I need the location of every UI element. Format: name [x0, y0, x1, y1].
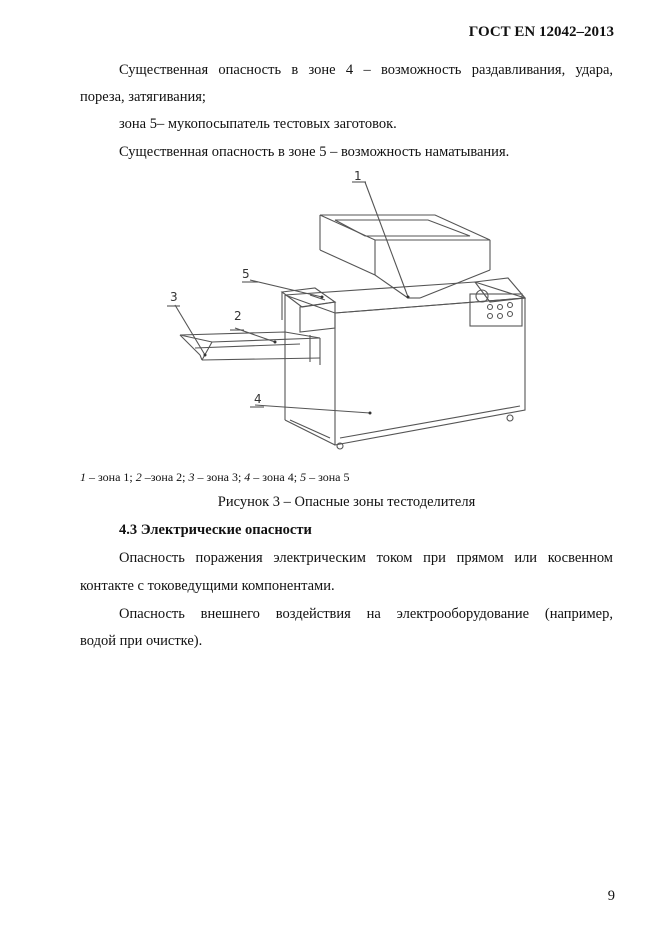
callout-4: 4 [254, 392, 262, 406]
body-front [335, 298, 525, 445]
figure-legend [80, 470, 349, 485]
callout-2: 2 [234, 309, 242, 323]
section-paragraph-1-line2: контакте с токоведущими компонентами. [80, 578, 335, 594]
section-title: 4.3 Электрические опасности [119, 522, 312, 538]
page-number: 9 [607, 888, 615, 904]
paragraph-zone5-hazard: Существенная опасность в зоне 5 – возможность наматывания. [119, 144, 510, 160]
legend-text-5: – зона 5 [306, 470, 350, 484]
section-paragraph-2-line1: Опасность внешнего воздействия на электрооборудование (например, [119, 606, 613, 622]
legend-text-1: – зона 1; [86, 470, 136, 484]
paragraph-zone5: зона 5– мукопосыпатель тестовых заготовок. [119, 116, 397, 132]
legend-num-5: 5 [300, 470, 307, 484]
paragraph-zone4-line2: пореза, затягивания; [80, 89, 206, 105]
legend-text-2: –зона 2; [141, 470, 189, 484]
callout-5: 5 [242, 267, 250, 281]
section-paragraph-1-line1: Опасность поражения электрическим током при прямом или косвенном [119, 550, 613, 566]
callout-1: 1 [354, 170, 362, 183]
legend-text-3: – зона 3; [194, 470, 245, 484]
section-paragraph-2-line2: водой при очистке). [80, 633, 203, 649]
dough-divider-figure [150, 170, 530, 455]
legend-num-1: 1 [80, 470, 86, 484]
callout-3: 3 [170, 290, 178, 304]
legend-num-2: 2 [135, 470, 142, 484]
figure-caption: Рисунок 3 – Опасные зоны тестоделителя [217, 494, 476, 510]
legend-num-3: 3 [188, 470, 195, 484]
standard-code: ГОСТ EN 12042–2013 [468, 24, 614, 40]
legend-num-4: 4 [244, 470, 251, 484]
legend-text-4: – зона 4; [250, 470, 301, 484]
paragraph-zone4-line1: Существенная опасность в зоне 4 – возможность раздавливания, удара, [119, 62, 613, 78]
